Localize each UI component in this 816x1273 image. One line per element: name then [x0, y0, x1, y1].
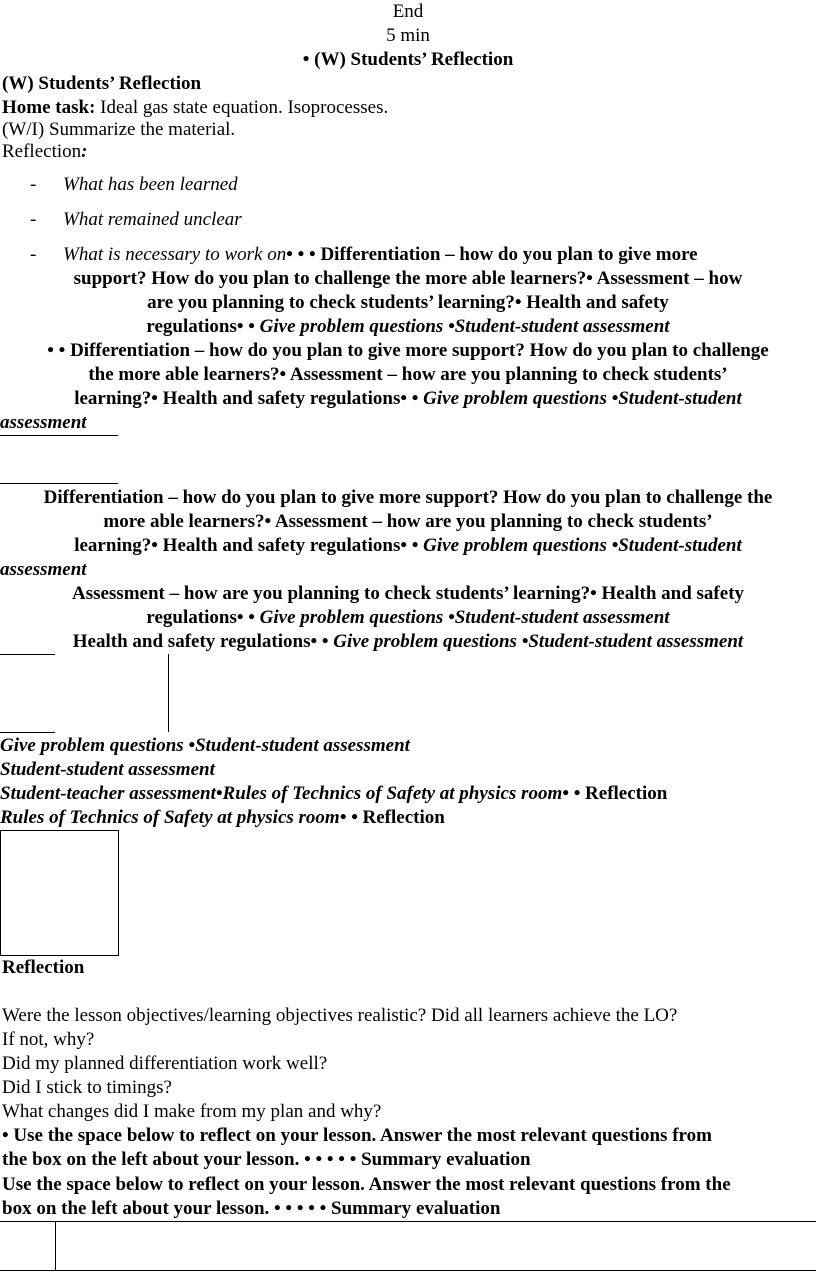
reflect-prompt: box on the left about your lesson. • • • • • Summary evaluation	[2, 1198, 501, 1219]
block1-line3: are you planning to check students’ learning?• Health and safety	[147, 292, 669, 313]
table-top-border	[0, 1221, 816, 1222]
reflection-question: What changes did I make from my plan and why?	[2, 1101, 382, 1122]
home-task	[2, 96, 388, 120]
divider	[0, 732, 55, 733]
reflection-question: Did I stick to timings?	[2, 1077, 172, 1098]
differentiation-text: • • • Differentiation – how do you plan to give more	[286, 244, 698, 265]
reflection-item: What has been learned	[63, 174, 238, 195]
block3-line1: Differentiation – how do you plan to give more support? How do you plan to challenge the	[43, 487, 773, 508]
block4-line1: Assessment – how are you planning to check students’ learning?• Health and safety	[71, 583, 745, 604]
dash-bullet: -	[30, 209, 37, 230]
stage-heading: (W) Students’ Reflection	[2, 73, 202, 94]
block4-line2: regulations• • Give problem questions •Student-student assessment	[146, 607, 670, 628]
reflection-question: Did my planned differentiation work well?	[2, 1053, 328, 1074]
block3-line4: assessment	[0, 559, 87, 580]
summarize-text: (W/I) Summarize the material.	[2, 119, 236, 140]
dash-bullet: -	[30, 244, 37, 265]
block2-line4: assessment	[0, 412, 87, 433]
table-column-rule	[55, 1221, 56, 1270]
empty-cell	[0, 830, 119, 956]
dash-bullet: -	[30, 174, 37, 195]
end-label: End	[392, 1, 424, 22]
reflect-prompt: • Use the space below to reflect on your lesson. Answer the most relevant questions from	[2, 1125, 712, 1146]
stage-title: • (W) Students’ Reflection	[302, 49, 514, 70]
block6-line3: Student-teacher assessment•Rules of Technics of Safety at physics room• • Reflection	[0, 783, 668, 804]
divider	[0, 483, 118, 484]
reflection-question: Were the lesson objectives/learning objectives realistic? Did all learners achieve the LO?	[2, 1005, 678, 1026]
home-task-label: Home task:	[2, 97, 96, 118]
block1-line2: support? How do you plan to challenge the more able learners?• Assessment – how	[73, 268, 743, 289]
table-rule	[168, 654, 169, 732]
block2-line2: the more able learners?• Assessment – how are you planning to check students’	[88, 364, 728, 385]
table-bottom-border	[0, 1270, 816, 1271]
block6-line1: Give problem questions •Student-student assessment	[0, 735, 410, 756]
reflect-prompt: Use the space below to reflect on your lesson. Answer the most relevant questions from the	[2, 1174, 731, 1195]
block1-line4: regulations• • Give problem questions •Student-student assessment	[146, 316, 670, 337]
block3-line3: learning?• Health and safety regulations• • Give problem questions •Student-student	[74, 535, 742, 556]
divider	[0, 654, 55, 655]
block5-line1: Health and safety regulations• • Give problem questions •Student-student assessment	[72, 631, 744, 652]
reflection-item-last: What is necessary to work on• • • Differentiation – how do you plan to give more	[63, 244, 698, 265]
reflection-label: Reflection:	[2, 141, 88, 162]
block6-line4: Rules of Technics of Safety at physics room• • Reflection	[0, 807, 445, 828]
block3-line2: more able learners?• Assessment – how are you planning to check students’	[103, 511, 713, 532]
home-task-text: Ideal gas state equation. Isoprocesses.	[95, 97, 389, 118]
block2-line1: • • Differentiation – how do you plan to give more support? How do you plan to challenge	[47, 340, 769, 361]
divider	[0, 435, 118, 436]
block2-line3: learning?• Health and safety regulations• • Give problem questions •Student-student	[74, 388, 742, 409]
time-label: 5 min	[386, 25, 430, 46]
block6-line2: Student-student assessment	[0, 759, 215, 780]
reflection-question: If not, why?	[2, 1029, 95, 1050]
reflection-heading: Reflection	[2, 957, 85, 978]
reflection-item: What remained unclear	[63, 209, 242, 230]
reflect-prompt: the box on the left about your lesson. • • • • • Summary evaluation	[2, 1149, 531, 1170]
